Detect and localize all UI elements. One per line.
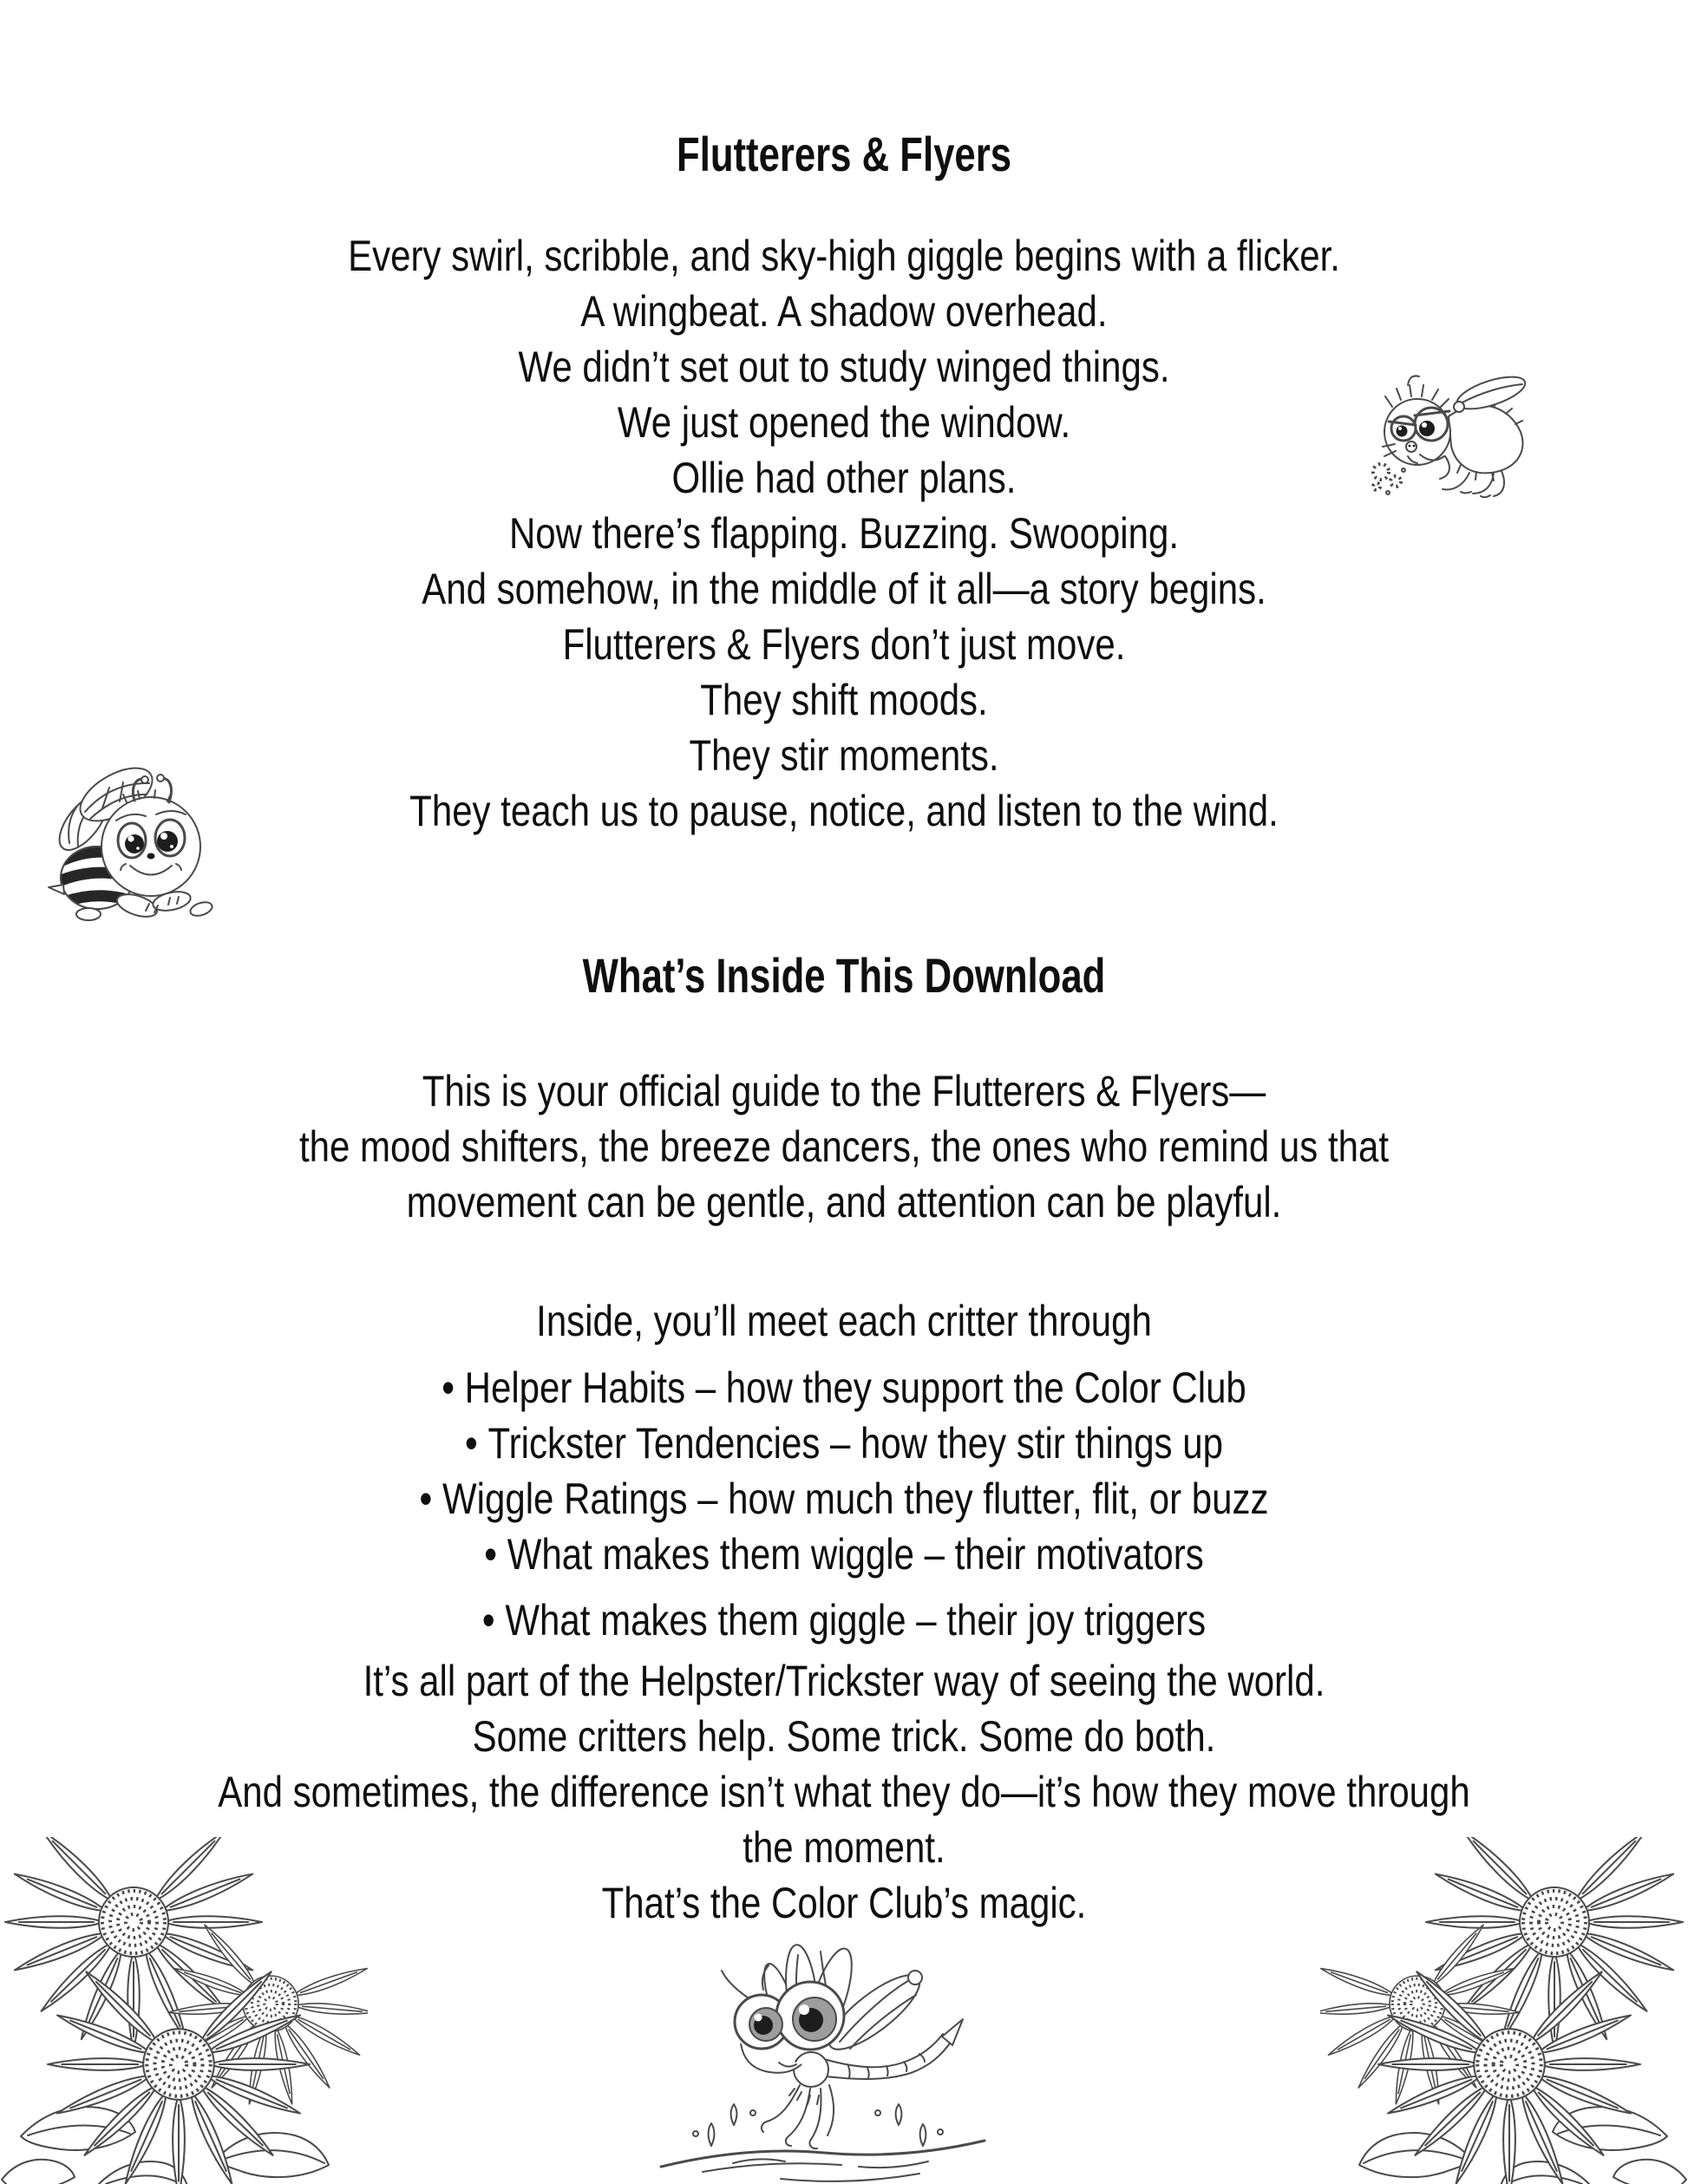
meet-line: Inside, you’ll meet each critter through — [536, 1297, 1152, 1345]
bee-legs — [76, 889, 214, 921]
bullet-dot: • — [484, 1530, 497, 1579]
intro-line: We just opened the window. — [617, 398, 1071, 447]
dragonfly-tail — [824, 2019, 963, 2079]
guide-line: This is your official guide to the Flutterers & Flyers— — [422, 1067, 1266, 1115]
bullet-dot: • — [442, 1363, 455, 1412]
stems — [1417, 1950, 1554, 2184]
stems — [134, 1950, 271, 2184]
intro-line: They shift moods. — [700, 676, 988, 724]
guide-line: the mood shifters, the breeze dancers, the ones who remind us that — [298, 1122, 1390, 1171]
flower-head-b — [1320, 1922, 1520, 2105]
guide-paragraph — [135, 1063, 1554, 1230]
intro-line: And somehow, in the middle of it all—a story begins. — [422, 565, 1266, 613]
dragonfly-icon — [651, 1939, 993, 2184]
dragonfly-wings — [757, 1944, 929, 2061]
feature-item — [135, 1471, 1554, 1527]
closing-line: the moment. — [743, 1823, 945, 1872]
closing-line: Some critters help. Some trick. Some do both. — [472, 1712, 1216, 1761]
feature-item — [135, 1592, 1554, 1648]
bee-abdomen — [49, 847, 134, 909]
features-list — [135, 1360, 1554, 1648]
intro-line: Every swirl, scribble, and sky-high giggle begins with a flicker. — [348, 232, 1340, 280]
intro-line: Ollie had other plans. — [671, 454, 1017, 502]
feature-item — [135, 1416, 1554, 1471]
closing-line: And sometimes, the difference isn’t what they do—it’s how they move through — [218, 1768, 1470, 1816]
intro-line: They teach us to pause, notice, and listen to the wind. — [409, 787, 1279, 835]
dragonfly-legs — [762, 2085, 834, 2148]
feature-text: Helper Habits – how they support the Color Club — [464, 1363, 1246, 1412]
intro-line: A wingbeat. A shadow overhead. — [580, 287, 1108, 336]
dragonfly-thorax — [794, 2052, 828, 2087]
page-title: Flutterers & Flyers — [677, 127, 1011, 181]
closing-line: That’s the Color Club’s magic. — [601, 1879, 1087, 1927]
feature-text: Wiggle Ratings – how much they flutter, flit, or buzz — [442, 1475, 1269, 1523]
dragonfly-illustration — [651, 1939, 993, 2184]
intro-line: We didn’t set out to study winged things. — [518, 343, 1170, 391]
bullet-dot: • — [419, 1475, 433, 1523]
flower-head-c — [1378, 1967, 1640, 2184]
intro-line: Flutterers & Flyers don’t just move. — [562, 620, 1126, 669]
bullet-dot: • — [481, 1596, 495, 1645]
bullet-dot: • — [465, 1419, 478, 1468]
flower-head-b — [168, 1922, 368, 2105]
intro-paragraph — [135, 228, 1554, 839]
closing-line: It’s all part of the Helpster/Trickster way of seeing the world. — [363, 1657, 1325, 1705]
bee-stinger — [49, 885, 64, 894]
water-splash — [661, 2104, 985, 2181]
intro-line: Now there’s flapping. Buzzing. Swooping. — [508, 509, 1180, 558]
feature-item — [135, 1360, 1554, 1416]
feature-text: What makes them wiggle – their motivators — [507, 1530, 1204, 1579]
closing-paragraph — [135, 1653, 1554, 1931]
guide-line: movement can be gentle, and attention can be playful. — [406, 1178, 1282, 1226]
feature-text: What makes them giggle – their joy triggers — [505, 1596, 1207, 1645]
flower-head-c — [48, 1967, 310, 2184]
feature-item — [135, 1527, 1554, 1582]
leaves — [1359, 2107, 1686, 2184]
leaves — [2, 2107, 329, 2184]
intro-line: They stir moments. — [689, 731, 999, 780]
dragonfly-face — [722, 1965, 844, 2073]
feature-text: Trickster Tendencies – how they stir things up — [487, 1419, 1223, 1468]
section-heading: What’s Inside This Download — [582, 948, 1106, 1003]
